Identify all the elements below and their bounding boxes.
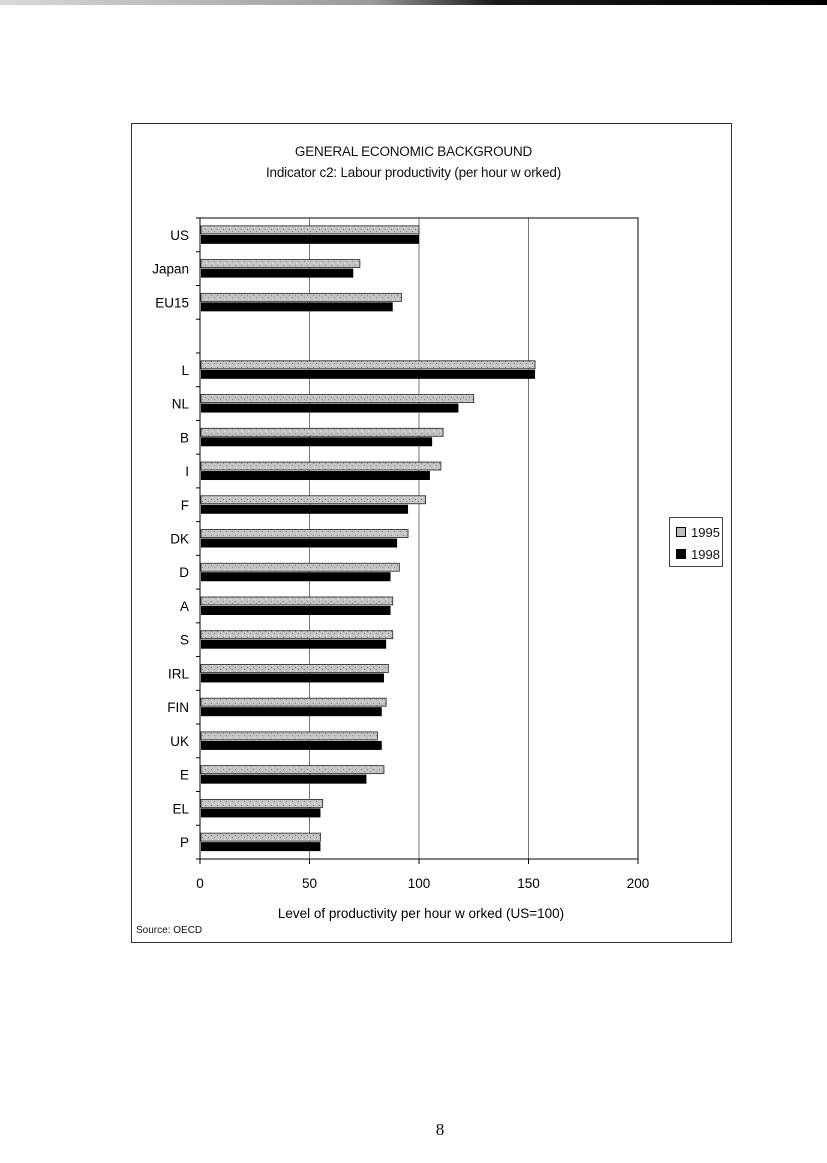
legend-swatch-1995 [676, 527, 686, 537]
x-tick-label: 150 [517, 876, 540, 891]
chart-source: Source: OECD [136, 925, 203, 936]
bar-1998-I [201, 471, 430, 480]
bar-1998-EU15 [201, 302, 393, 311]
bar-1995-S [201, 631, 393, 639]
bar-1998-B [201, 437, 432, 446]
bar-1995-EU15 [201, 293, 401, 301]
y-category-label: S [179, 632, 189, 648]
y-category-label: I [185, 464, 189, 480]
bar-1995-IRL [201, 664, 388, 672]
bar-1995-FIN [201, 698, 386, 706]
legend-swatch-1998 [676, 549, 686, 559]
bar-1998-UK [201, 741, 382, 750]
bar-1995-Japan [201, 260, 360, 268]
bar-1995-P [201, 833, 320, 841]
y-category-label: A [179, 598, 189, 614]
bar-1998-S [201, 640, 386, 649]
bar-1995-UK [201, 732, 377, 740]
bar-1995-A [201, 597, 393, 605]
bar-1998-D [201, 572, 391, 581]
bar-1998-F [201, 505, 408, 514]
y-category-label: D [179, 565, 189, 581]
x-axis-title: Level of productivity per hour w orked (US=100) [277, 906, 565, 921]
legend-label-1995: 1995 [691, 524, 720, 540]
bar-1998-US [201, 235, 419, 244]
bar-1998-L [201, 370, 535, 379]
x-tick-label: 100 [407, 876, 431, 891]
bar-1995-EL [201, 799, 323, 807]
y-category-label: US [170, 227, 189, 243]
y-category-label: Japan [152, 261, 189, 277]
bar-1995-DK [201, 530, 408, 538]
bar-1995-E [201, 766, 384, 774]
chart-subtitle: Indicator c2: Labour productivity (per hour w orked) [266, 165, 561, 180]
chart-title: GENERAL ECONOMIC BACKGROUND [294, 144, 533, 159]
bar-1998-A [201, 606, 391, 615]
x-tick-label: 50 [301, 876, 318, 891]
bar-1995-US [201, 226, 419, 234]
bar-1995-I [201, 462, 441, 470]
y-category-label: E [179, 767, 189, 783]
legend-item-1995 [676, 523, 720, 541]
bar-1995-L [201, 361, 535, 369]
x-tick-label: 0 [196, 876, 204, 891]
bar-1995-NL [201, 395, 474, 403]
x-tick-label: 200 [626, 876, 650, 891]
y-category-label: IRL [167, 666, 189, 682]
y-category-label: B [179, 430, 189, 446]
bar-1998-Japan [201, 269, 353, 278]
bar-1995-D [201, 563, 399, 571]
bar-1995-B [201, 428, 443, 436]
bar-1998-P [201, 842, 320, 851]
bar-1998-E [201, 775, 366, 784]
y-category-label: P [179, 835, 189, 851]
bar-1995-F [201, 496, 426, 504]
page-number: 8 [435, 1120, 445, 1139]
y-category-label: F [180, 497, 189, 513]
legend-item-1998 [676, 545, 720, 563]
bar-1998-EL [201, 808, 320, 817]
y-category-label: EU15 [155, 295, 189, 311]
y-category-label: EL [172, 801, 189, 817]
legend-label-1998: 1998 [691, 546, 720, 562]
y-category-label: NL [171, 396, 189, 412]
bar-1998-NL [201, 404, 458, 413]
bar-1998-FIN [201, 707, 382, 716]
y-category-label: DK [170, 531, 189, 547]
y-category-label: UK [170, 733, 189, 749]
y-category-label: FIN [167, 700, 189, 716]
y-category-label: L [181, 362, 189, 378]
bar-1998-DK [201, 539, 397, 548]
chart-legend [669, 517, 723, 567]
bar-1998-IRL [201, 673, 384, 682]
